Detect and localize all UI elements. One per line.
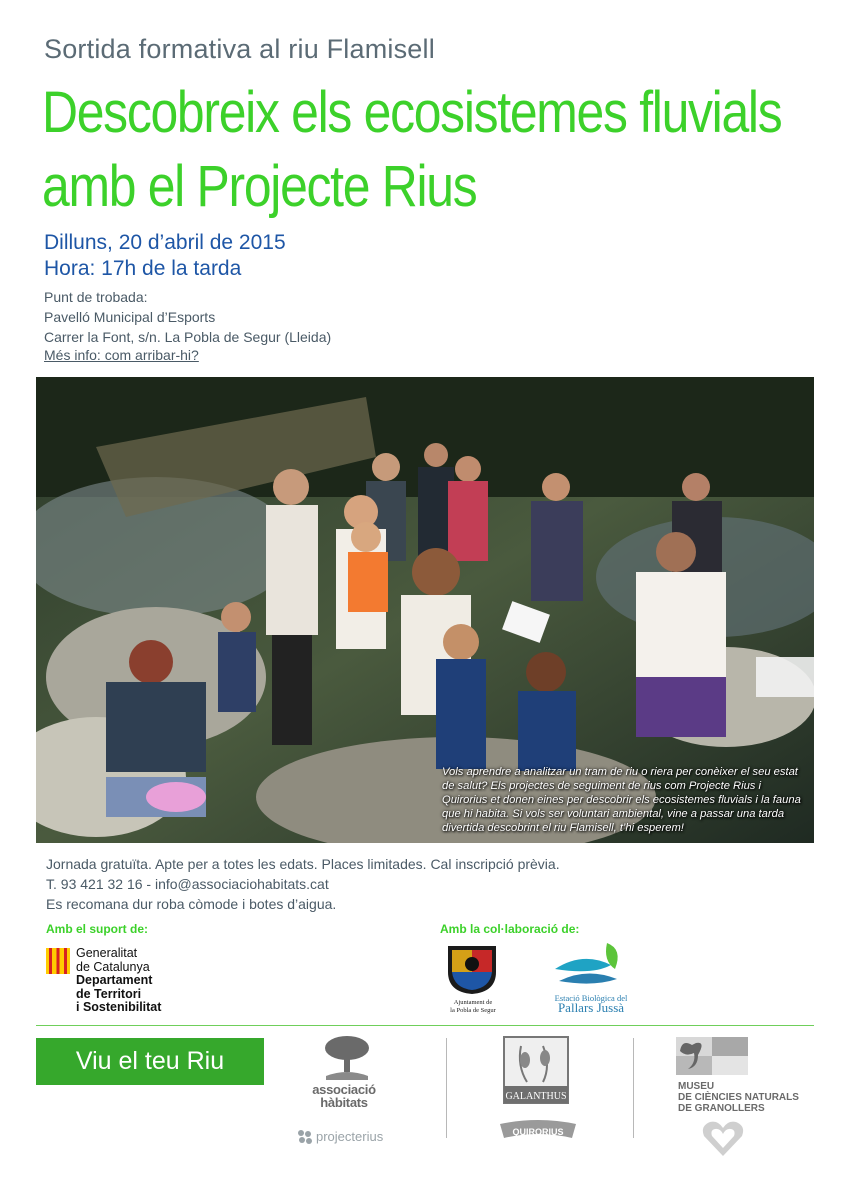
estacio-line2: Pallars Jussà <box>557 1000 625 1015</box>
meeting-venue: Pavelló Municipal d’Esports <box>44 309 216 325</box>
assoc-line1: associació <box>312 1082 376 1097</box>
assoc-line2: hàbitats <box>320 1095 368 1110</box>
event-time: Hora: 17h de la tarda <box>44 257 242 280</box>
event-photo <box>36 377 814 843</box>
event-conditions: Jornada gratuïta. Apte per a totes les edats. Places limitades. Cal inscripció prèvia. <box>46 856 560 872</box>
generalitat-text <box>76 947 161 1015</box>
museum-text <box>678 1081 818 1114</box>
page-title-line1: Descobreix els ecosistemes fluvials <box>42 80 782 145</box>
collaboration-label: Amb la col·laboració de: <box>440 922 580 936</box>
museum-line2: DE CIÈNCIES NATURALS <box>678 1092 799 1103</box>
ajuntament-line1: Ajuntament de <box>453 999 493 1006</box>
event-subtitle: Sortida formativa al riu Flamisell <box>44 34 435 64</box>
ajuntament-text <box>440 999 506 1015</box>
gencat-line5: i Sostenibilitat <box>76 1000 162 1015</box>
quirorius-label: QUIRORIUS <box>512 1127 564 1137</box>
clothing-recommendation: Es recomana dur roba còmode i botes d’aigua. <box>46 896 337 912</box>
estacio-biologica-text <box>545 993 637 1013</box>
estacio-line1: Estació Biològica del <box>554 993 628 1003</box>
footer-divider <box>36 1025 814 1026</box>
galanthus-label: GALANTHUS <box>505 1091 567 1102</box>
more-info-link[interactable]: Més info: com arribar-hi? <box>44 347 199 363</box>
ajuntament-line2: la Pobla de Segur <box>450 1007 496 1014</box>
museum-butterfly-icon <box>676 1037 748 1075</box>
gencat-line1: Generalitat <box>76 946 138 960</box>
museum-line3: DE GRANOLLERS <box>678 1103 765 1114</box>
meeting-point-label: Punt de trobada: <box>44 289 148 305</box>
meeting-address: Carrer la Font, s/n. La Pobla de Segur (Lleida) <box>44 329 332 345</box>
contact-line: T. 93 421 32 16 - info@associaciohabitats.cat <box>46 876 329 892</box>
projecterius-text: projecterius <box>316 1129 384 1144</box>
viu-el-teu-riu-button[interactable]: Viu el teu Riu <box>36 1038 264 1085</box>
museum-line1: MUSEU <box>678 1081 715 1092</box>
logo-separator <box>633 1038 634 1138</box>
page-title-line2: amb el Projecte Rius <box>42 154 477 219</box>
event-date: Dilluns, 20 d’abril de 2015 <box>44 231 286 254</box>
projecterius-icon <box>296 1128 314 1146</box>
associacio-habitats-tree-icon <box>322 1034 372 1082</box>
gencat-line3: Departament <box>76 973 153 988</box>
associacio-habitats-text <box>290 1083 398 1109</box>
gencat-line4: de Territori <box>76 986 142 1001</box>
photo-caption: Vols aprendre a analitzar un tram de riu o riera per conèixer el seu estat de salut? Els projectes de seguiment de rius com Projecte Rius i Quirorius et donen eines per descobrir els ecosistemes fluvials i la fauna que hi habita. Si vols ser voluntari ambiental, vine a passar una tarda divertida descobrint el riu Flamisell, t’hi esperem! <box>442 766 801 834</box>
gencat-line2: de Catalunya <box>76 959 150 974</box>
estacio-biologica-logo-icon <box>553 941 625 991</box>
galanthus-logo-icon <box>503 1036 569 1104</box>
quirorius-logo-icon <box>496 1118 580 1144</box>
ajuntament-crest-icon <box>444 942 500 996</box>
support-label: Amb el suport de: <box>46 922 149 936</box>
logo-separator <box>446 1038 447 1138</box>
generalitat-logo-icon <box>46 948 70 974</box>
museum-heart-icon <box>700 1118 746 1158</box>
